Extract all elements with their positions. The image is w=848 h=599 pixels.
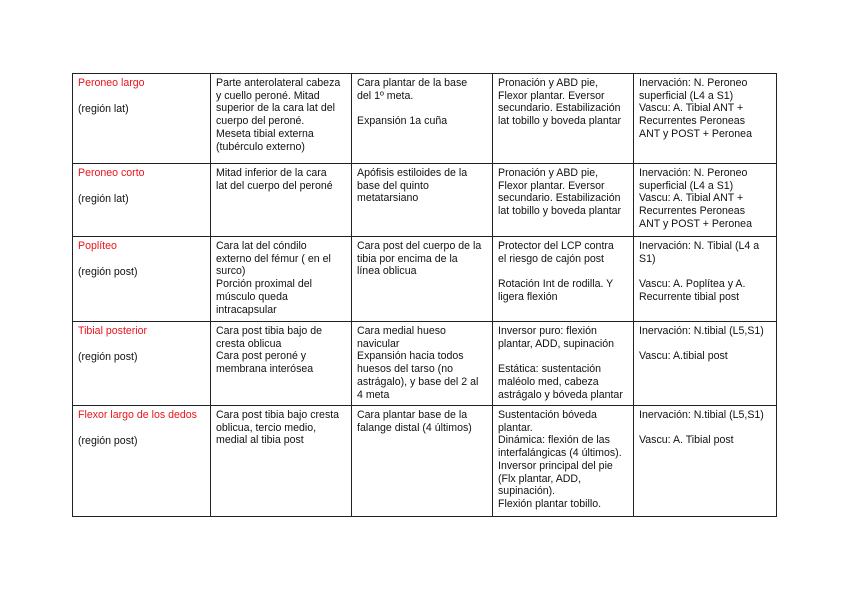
muscle-name-cell (73, 74, 211, 164)
function-cell (493, 164, 634, 237)
cell-text-line: S1) (639, 252, 656, 265)
cell-text-line: ANT y POST + Peronea (639, 217, 752, 230)
cell-text-line: Cara post peroné y (216, 350, 307, 363)
cell-text-line: Meseta tibial externa (216, 127, 314, 140)
muscle-name-cell (73, 322, 211, 406)
cell-text-line: tibia por encima de la (357, 252, 458, 265)
cell-text-line: superficial (L4 a S1) (639, 179, 734, 192)
origin-cell (211, 164, 352, 237)
cell-text-line: del 1º meta. (357, 89, 414, 102)
cell-text-line: Cara post tibia bajo cresta (216, 409, 340, 421)
cell-text-line: interfalángicas (4 últimos). (498, 447, 622, 460)
muscle-name-cell (73, 237, 211, 322)
muscle-region: (región lat) (78, 192, 129, 205)
function-cell (493, 74, 634, 164)
cell-text-line: (Flx plantar, ADD, (498, 472, 582, 485)
cell-text-line: Apófisis estiloides de la (357, 167, 468, 179)
cell-text-line: navicular (357, 337, 400, 350)
cell-text-line: 4 meta (357, 388, 390, 401)
cell-text-line: externo del fémur ( en el (216, 252, 331, 265)
origin-cell (211, 237, 352, 322)
insertion-cell (352, 74, 493, 164)
cell-text-line: Inversor puro: flexión (498, 325, 597, 337)
cell-text-line: Vascu: A. Poplítea y A. (639, 278, 746, 291)
cell-text-line: Recurrentes Peroneas (639, 205, 745, 218)
cell-text-line: Flexor plantar. Eversor (498, 89, 605, 102)
cell-text-line: Estática: sustentación (498, 363, 602, 376)
cell-text-line: superior de la cara lat del (216, 102, 335, 115)
paragraph-gap (357, 102, 489, 115)
muscle-name-cell (73, 406, 211, 517)
cell-text-line: secundario. Estabilización (498, 102, 621, 115)
cell-text-line: maléolo med, cabeza (498, 375, 599, 388)
muscle-table-body (73, 74, 777, 517)
cell-text-line: Recurrente tibial post (639, 290, 740, 303)
paragraph-gap (639, 265, 773, 278)
innervation-cell (634, 74, 777, 164)
paragraph-gap (639, 338, 773, 351)
cell-text-line: Cara lat del cóndilo (216, 240, 307, 252)
cell-text-line: intracapsular (216, 303, 277, 316)
table-row (73, 74, 777, 164)
paragraph-gap (498, 265, 630, 278)
cell-text-line: el riesgo de cajón post (498, 252, 605, 265)
cell-text-line: Flexor plantar. Eversor (498, 179, 605, 192)
cell-text-line: Cara medial hueso (357, 325, 446, 337)
cell-text-line: metatarsiano (357, 192, 419, 205)
paragraph-gap (498, 350, 630, 363)
origin-cell (211, 322, 352, 406)
cell-text-line: Inervación: N.tibial (L5,S1) (639, 325, 764, 337)
cell-text-line: plantar. (498, 421, 533, 434)
innervation-cell (634, 406, 777, 517)
table-row (73, 164, 777, 237)
cell-text-line: Dinámica: flexión de las (498, 434, 610, 447)
cell-text-line: Cara plantar de la base (357, 77, 468, 89)
muscle-name: Tibial posterior (78, 325, 148, 337)
muscle-region: (región lat) (78, 102, 129, 115)
cell-text-line: Porción proximal del (216, 278, 312, 291)
cell-text-line: lat tobillo y boveda plantar (498, 115, 622, 128)
cell-text-line: Inervación: N.tibial (L5,S1) (639, 409, 764, 421)
function-cell (493, 322, 634, 406)
cell-text-line: Sustentación bóveda (498, 409, 597, 421)
cell-text-line: músculo queda (216, 290, 288, 303)
cell-text-line: secundario. Estabilización (498, 192, 621, 205)
cell-text-line: Cara plantar base de la (357, 409, 468, 421)
cell-text-line: astrágalo), y base del 2 al (357, 375, 479, 388)
muscle-region: (región post) (78, 434, 138, 447)
cell-text-line: Protector del LCP contra (498, 240, 614, 252)
origin-cell (211, 74, 352, 164)
cell-text-line: huesos del tarso (no (357, 363, 453, 376)
cell-text-line: lat del cuerpo del peroné (216, 179, 333, 192)
cell-text-line: superficial (L4 a S1) (639, 89, 734, 102)
insertion-cell (352, 322, 493, 406)
innervation-cell (634, 164, 777, 237)
table-row (73, 322, 777, 406)
cell-text-line: Recurrentes Peroneas (639, 115, 745, 128)
cell-text-line: oblicua, tercio medio, (216, 421, 317, 434)
insertion-cell (352, 164, 493, 237)
cell-text-line: surco) (216, 265, 246, 278)
cell-text-line: Inervación: N. Tibial (L4 a (639, 240, 760, 252)
cell-text-line: astrágalo y bóveda plantar (498, 388, 623, 401)
cell-text-line: Rotación Int de rodilla. Y (498, 278, 614, 291)
cell-text-line: supinación). (498, 485, 556, 498)
muscle-table (72, 73, 777, 517)
cell-text-line: Vascu: A. Tibial post (639, 434, 734, 447)
cell-text-line: Inversor principal del pie (498, 459, 613, 472)
cell-text-line: plantar, ADD, supinación (498, 337, 615, 350)
insertion-cell (352, 237, 493, 322)
cell-text-line: base del quinto (357, 179, 429, 192)
muscle-name: Peroneo corto (78, 167, 145, 179)
cell-text-line: Flexión plantar tobillo. (498, 497, 602, 510)
cell-text-line: (tubérculo externo) (216, 140, 305, 153)
cell-text-line: y cuello peroné. Mitad (216, 89, 320, 102)
table-row (73, 237, 777, 322)
cell-text-line: Pronación y ABD pie, (498, 77, 599, 89)
cell-text-line: ligera flexión (498, 290, 558, 303)
cell-text-line: Inervación: N. Peroneo (639, 167, 748, 179)
cell-text-line: Expansión hacia todos (357, 350, 464, 363)
function-cell (493, 406, 634, 517)
cell-text-line: línea oblicua (357, 265, 417, 278)
cell-text-line: Inervación: N. Peroneo (639, 77, 748, 89)
cell-text-line: Vascu: A. Tibial ANT + (639, 192, 744, 205)
cell-text-line: medial al tibia post (216, 434, 304, 447)
cell-text-line: Pronación y ABD pie, (498, 167, 599, 179)
table-row (73, 406, 777, 517)
muscle-name-cell (73, 164, 211, 237)
cell-text-line: membrana interósea (216, 363, 314, 376)
cell-text-line: falange distal (4 últimos) (357, 421, 472, 434)
cell-text-line: cuerpo del peroné. (216, 115, 305, 128)
muscle-name: Flexor largo de los dedos (78, 409, 197, 421)
cell-text-line: Vascu: A.tibial post (639, 350, 728, 363)
cell-text-line: Cara post del cuerpo de la (357, 240, 482, 252)
muscle-region: (región post) (78, 265, 138, 278)
cell-text-line: lat tobillo y boveda plantar (498, 205, 622, 218)
paragraph-gap (639, 422, 773, 435)
cell-text-line: Cara post tibia bajo de (216, 325, 323, 337)
cell-text-line: Vascu: A. Tibial ANT + (639, 102, 744, 115)
muscle-name: Poplíteo (78, 240, 117, 252)
insertion-cell (352, 406, 493, 517)
function-cell (493, 237, 634, 322)
innervation-cell (634, 322, 777, 406)
cell-text-line: cresta oblicua (216, 337, 282, 350)
cell-text-line: Parte anterolateral cabeza (216, 77, 341, 89)
cell-text-line: Mitad inferior de la cara (216, 167, 327, 179)
muscle-region: (región post) (78, 350, 138, 363)
origin-cell (211, 406, 352, 517)
cell-text-line: ANT y POST + Peronea (639, 127, 752, 140)
innervation-cell (634, 237, 777, 322)
cell-text-line: Expansión 1a cuña (357, 115, 448, 128)
muscle-name: Peroneo largo (78, 77, 145, 89)
